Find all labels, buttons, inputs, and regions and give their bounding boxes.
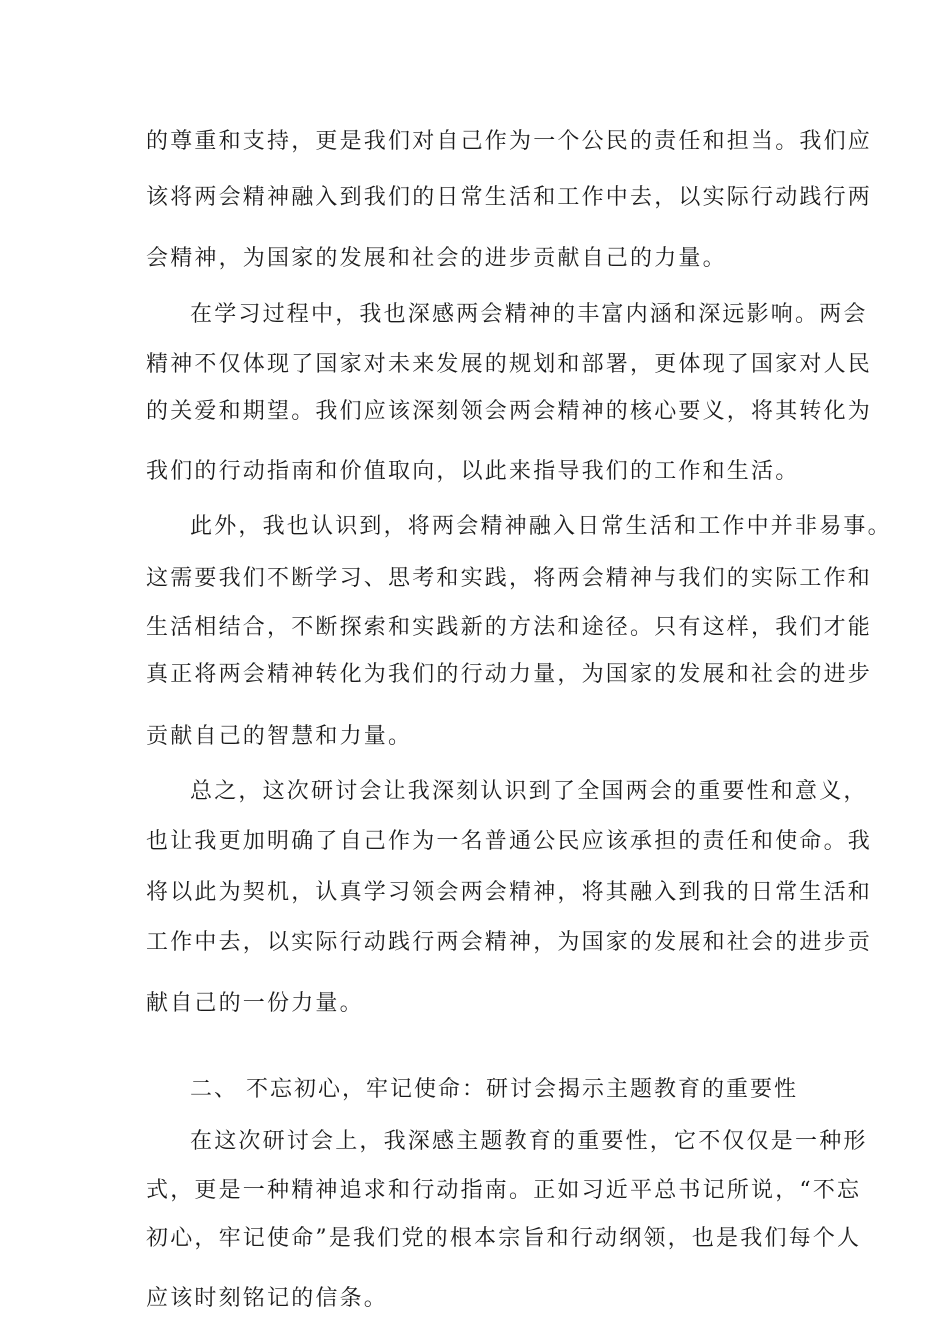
paragraph-5-line-2: 式，更是一种精神追求和行动指南。正如习近平总书记所说，“不忘 — [146, 1178, 862, 1203]
paragraph-2-line-2: 精神不仅体现了国家对未来发展的规划和部署，更体现了国家对人民 — [146, 352, 873, 377]
paragraph-4-line-3: 将以此为契机，认真学习领会两会精神，将其融入到我的日常生活和 — [146, 880, 873, 905]
paragraph-5-line-1: 在这次研讨会上，我深感主题教育的重要性，它不仅仅是一种形 — [190, 1129, 868, 1154]
section-number: 二、 — [190, 1077, 239, 1102]
paragraph-4-line-2: 也让我更加明确了自己作为一名普通公民应该承担的责任和使命。我 — [146, 829, 873, 854]
paragraph-2-line-4: 我们的行动指南和价值取向，以此来指导我们的工作和生活。 — [146, 459, 800, 484]
paragraph-5-line-4: 应该时刻铭记的信条。 — [146, 1286, 389, 1311]
paragraph-5-line-3: 初心，牢记使命”是我们党的根本宗旨和行动纲领，也是我们每个人 — [146, 1226, 862, 1251]
paragraph-1-line-2: 该将两会精神融入到我们的日常生活和工作中去，以实际行动践行两 — [146, 185, 873, 210]
paragraph-4-line-1: 总之，这次研讨会让我深刻认识到了全国两会的重要性和意义， — [190, 779, 868, 804]
paragraph-4-line-4: 工作中去，以实际行动践行两会精神，为国家的发展和社会的进步贡 — [146, 930, 873, 955]
paragraph-3-line-1: 此外，我也认识到，将两会精神融入日常生活和工作中并非易事。 — [190, 514, 892, 539]
paragraph-3-line-4: 真正将两会精神转化为我们的行动力量，为国家的发展和社会的进步 — [146, 662, 873, 687]
paragraph-1-line-3: 会精神，为国家的发展和社会的进步贡献自己的力量。 — [146, 246, 727, 271]
paragraph-4-line-5: 献自己的一份力量。 — [146, 991, 364, 1016]
section-heading — [190, 1075, 798, 1105]
paragraph-3-line-5: 贡献自己的智慧和力量。 — [146, 724, 413, 749]
paragraph-1-line-1: 的尊重和支持，更是我们对自己作为一个公民的责任和担当。我们应 — [146, 129, 873, 154]
paragraph-3-line-3: 生活相结合，不断探索和实践新的方法和途径。只有这样，我们才能 — [146, 615, 873, 640]
section-title: 不忘初心，牢记使命：研讨会揭示主题教育的重要性 — [246, 1077, 799, 1102]
paragraph-2-line-1: 在学习过程中，我也深感两会精神的丰富内涵和深远影响。两会 — [190, 302, 868, 327]
paragraph-2-line-3: 的关爱和期望。我们应该深刻领会两会精神的核心要义，将其转化为 — [146, 399, 873, 424]
paragraph-3-line-2: 这需要我们不断学习、思考和实践，将两会精神与我们的实际工作和 — [146, 566, 873, 591]
